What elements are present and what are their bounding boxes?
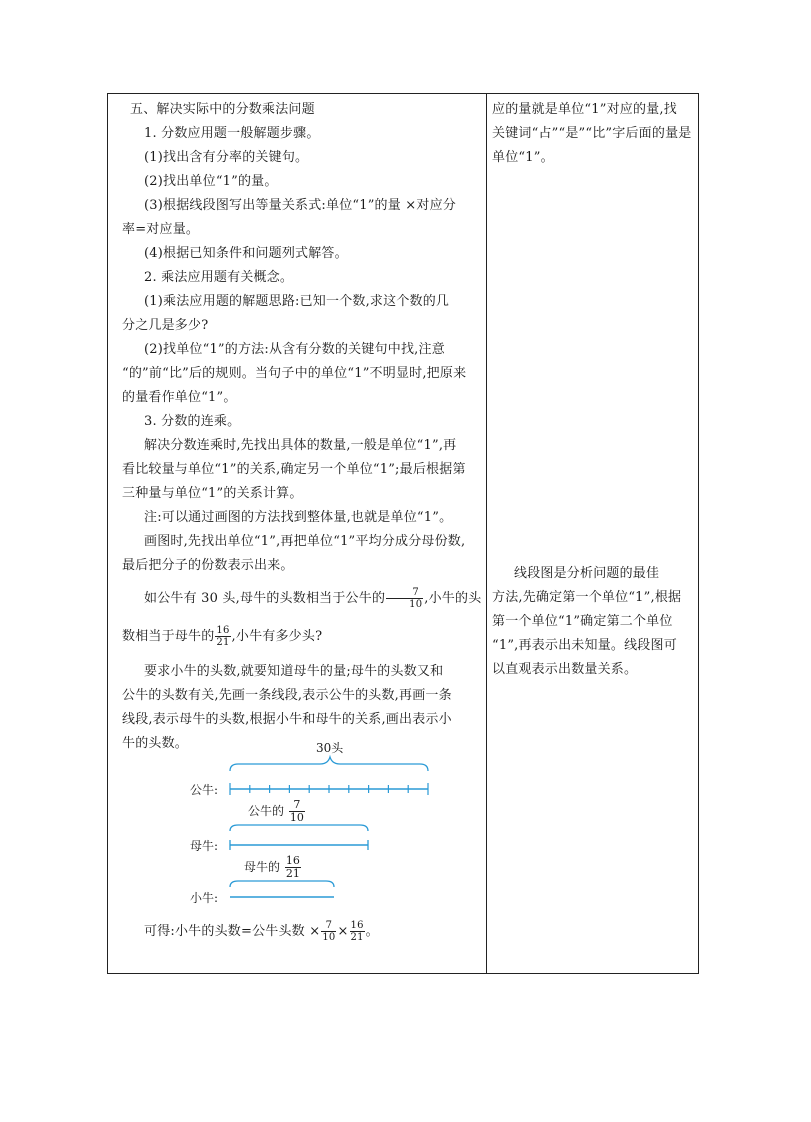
notes-column (492, 98, 692, 170)
note-line: 第一个单位“1”确定第二个单位 (492, 614, 673, 629)
cow-ref-label (248, 799, 306, 824)
cow-brace (230, 825, 368, 831)
analysis-line: 牛的头数。 (122, 736, 189, 751)
total-brace (230, 757, 428, 771)
fraction-7-10 (321, 920, 336, 943)
note-line: 应的量就是单位“1”对应的量,找 (492, 102, 677, 117)
numerator: 16 (350, 920, 364, 931)
fraction-16-21 (285, 855, 301, 880)
text-line: (1)找出含有分率的关键句。 (144, 150, 309, 165)
text-line: (4)根据已知条件和问题列式解答。 (144, 246, 348, 261)
numerator: 7 (386, 587, 423, 599)
fraction-16-21 (215, 625, 230, 648)
numerator: 7 (321, 920, 336, 932)
text-line: 1. 分数应用题一般解题步骤。 (144, 126, 320, 141)
example-text: 如公牛有 30 头,母牛的头数相当于公牛的 (144, 591, 386, 606)
note-line: “1”,再表示出未知量。线段图可 (492, 638, 677, 653)
text-line: 解决分数连乘时,先找出具体的数量,一般是单位“1”,再 (144, 438, 457, 453)
notes-column-lower (492, 562, 692, 682)
text-line: 3. 分数的连乘。 (144, 414, 241, 429)
main-column (122, 98, 482, 756)
denominator: 10 (409, 599, 423, 610)
text-line: 率=对应量。 (122, 222, 200, 237)
fraction-7-10 (289, 799, 305, 824)
numerator: 16 (216, 625, 230, 636)
note-line: 关键词“占”“是”“比”字后面的量是 (492, 126, 692, 141)
fraction-16-21 (350, 920, 365, 943)
bull-label: 公牛: (190, 783, 219, 797)
line-segment-diagram (188, 741, 448, 905)
example-text: ,小牛有多少头? (231, 629, 323, 644)
text-line: 的量看作单位“1”。 (122, 390, 237, 405)
analysis-line: 线段,表示母牛的头数,根据小牛和母牛的关系,画出表示小 (122, 712, 452, 727)
example-line-2 (122, 622, 478, 652)
result-line (144, 920, 379, 944)
content-table (107, 93, 699, 974)
denominator: 21 (350, 932, 364, 943)
cow-ref-text: 公牛的 (248, 804, 285, 818)
calf-ref-label (244, 855, 302, 880)
fraction-7-10 (386, 587, 423, 610)
text-line: (2)找出单位“1”的量。 (144, 174, 278, 189)
denominator: 21 (216, 637, 230, 648)
section-heading: 五、解决实际中的分数乘法问题 (130, 102, 315, 117)
cow-label: 母牛: (190, 839, 219, 853)
diagram-svg (188, 749, 448, 899)
note-line: 线段图是分析问题的最佳 (514, 566, 660, 581)
example-line-1 (122, 584, 482, 614)
calf-ref-text: 母牛的 (244, 860, 281, 874)
text-line: 三种量与单位“1”的关系计算。 (122, 486, 303, 501)
total-label: 30头 (316, 741, 344, 755)
result-text: 可得:小牛的头数=公牛头数 × (144, 924, 321, 939)
calf-label: 小牛: (190, 891, 219, 905)
text-line: “的”前“比”后的规则。当句子中的单位“1”不明显时,把原来 (122, 366, 467, 381)
text-line: (1)乘法应用题的解题思路:已知一个数,求这个数的几 (144, 294, 450, 309)
text-line: (2)找单位“1”的方法:从含有分数的关键句中找,注意 (144, 342, 445, 357)
text-line: 画图时,先找出单位“1”,再把单位“1”平均分成分母份数, (144, 534, 466, 549)
text-line: 看比较量与单位“1”的关系,确定另一个单位“1”;最后根据第 (122, 462, 466, 477)
calf-brace (230, 881, 334, 887)
times-sign: × (337, 924, 349, 939)
text-line: 注:可以通过画图的方法找到整体量,也就是单位“1”。 (144, 510, 453, 525)
text-line: (3)根据线段图写出等量关系式:单位“1”的量 ×对应分 (144, 198, 456, 213)
note-line: 以直观表示出数量关系。 (492, 662, 638, 677)
period: 。 (365, 924, 379, 939)
note-line: 方法,先确定第一个单位“1”,根据 (492, 590, 682, 605)
note-line: 单位“1”。 (492, 150, 554, 165)
numerator: 16 (285, 854, 300, 867)
analysis-line: 要求小牛的头数,就要知道母牛的量;母牛的头数又和 (144, 664, 444, 679)
column-divider (486, 94, 487, 973)
example-text: ,小牛的头 (424, 591, 482, 606)
analysis-line: 公牛的头数有关,先画一条线段,表示公牛的头数,再画一条 (122, 688, 452, 703)
text-line: 2. 乘法应用题有关概念。 (144, 270, 294, 285)
numerator: 7 (289, 799, 305, 812)
text-line: 最后把分子的份数表示出来。 (122, 558, 294, 573)
text-line: 分之几是多少? (122, 318, 209, 333)
example-text: 数相当于母牛的 (122, 629, 215, 644)
denominator: 21 (285, 867, 300, 880)
denominator: 10 (289, 811, 304, 824)
denominator: 10 (322, 932, 336, 943)
